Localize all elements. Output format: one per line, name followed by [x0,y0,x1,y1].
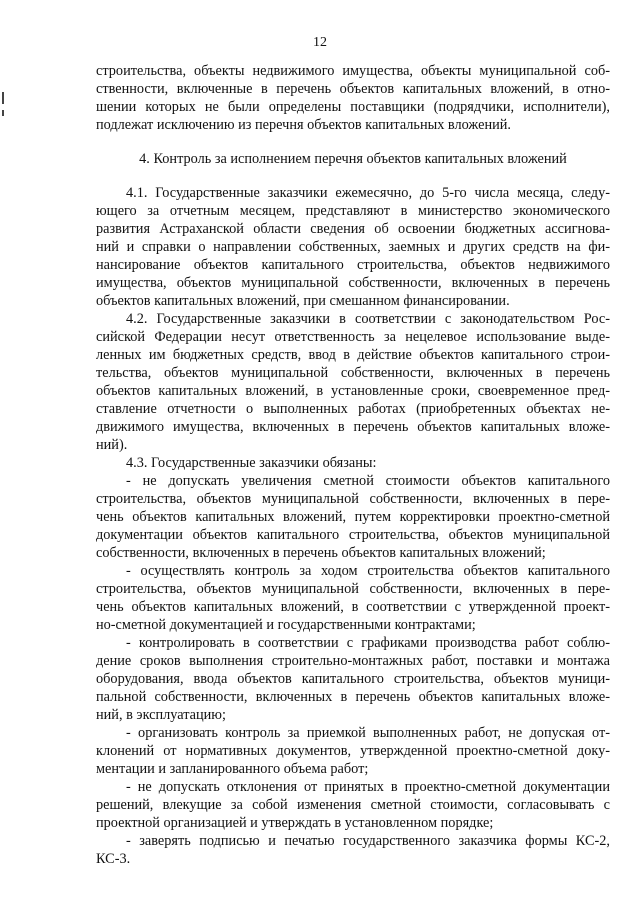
text-line: строительства, объектов муниципальной собственности, включенных в пере- [96,581,610,597]
text-line: 4.2. Государственные заказчики в соответствии с законодательством Рос- [126,311,610,327]
text-line: оборудования, ввода объектов капитального строительства, объектов муници- [96,671,610,687]
text-line: чень объектов капитальных вложений, в соответствии с утвержденной проект- [96,599,610,615]
text-line: решений, влекущие за собой изменения сметной стоимости, согласовывать с [96,797,610,813]
text-line: ний). [96,437,128,453]
scan-margin-mark [2,92,4,104]
text-line: - заверять подписью и печатью государственного заказчика формы КС-2, [126,833,610,849]
text-line: ментации и запланированного объема работ; [96,761,369,777]
text-line: ющего за отчетным месяцем, представляют в министерство экономического [96,203,610,219]
text-line: чень объектов капитальных вложений, путем корректировки проектно-сметной [96,509,610,525]
text-line: имущества, объектов муниципальной собственности, включенных в перечень [96,275,610,291]
text-line: - осуществлять контроль за ходом строительства объектов капитального [126,563,610,579]
text-line: клонений от нормативных документов, утвержденной проектно-сметной доку- [96,743,610,759]
text-line: нансирование объектов капитального строительства, объектов недвижимого [96,257,610,273]
text-line: шении которых не были определены поставщики (подрядчики, исполнители), [96,99,610,115]
text-line: - организовать контроль за приемкой выполненных работ, не допуская от- [126,725,610,741]
text-line: КС-3. [96,851,131,867]
text-line: собственности, включенных в перечень объектов капитальных вложений; [96,545,546,561]
text-line: ставление отчетности о выполненных работах (приобретенных объектах не- [96,401,610,417]
text-line: строительства, объекты недвижимого имущества, объекты муниципальной соб- [96,63,610,79]
text-line: проектной организацией и утверждать в установленном порядке; [96,815,494,831]
page-number: 12 [313,35,327,50]
text-line: - не допускать увеличения сметной стоимости объектов капитального [126,473,610,489]
text-line: тельства, объектов муниципальной собственности, включенных в перечень [96,365,610,381]
text-line: 4.1. Государственные заказчики ежемесячно, до 5-го числа месяца, следу- [126,185,610,201]
text-line: ленных им бюджетных средств, ввод в действие объектов капитального строи- [96,347,610,363]
text-line: - не допускать отклонения от принятых в проектно-сметной документации [126,779,610,795]
text-line: подлежат исключению из перечня объектов капитальных вложений. [96,117,511,133]
text-line: но-сметной документацией и государственными контрактами; [96,617,476,633]
text-line: строительства, объектов муниципальной собственности, включенных в пере- [96,491,610,507]
text-line: объектов капитальных вложений, в установленные сроки, своевременное пред- [96,383,610,399]
text-line: документации объектов капитального строительства, объектов муниципальной [96,527,610,543]
section-heading: 4. Контроль за исполнением перечня объектов капитальных вложений [139,151,567,167]
text-line: движимого имущества, включенных в перечень объектов капитальных вложе- [96,419,610,435]
text-line: развития Астраханской области сведения об освоении бюджетных ассигнова- [96,221,610,237]
text-line: ственности, включенные в перечень объектов капитальных вложений, в отно- [96,81,610,97]
text-line: ний и справки о направлении собственных, заемных и других средств на фи- [96,239,610,255]
text-line: пальной собственности, включенных в перечень объектов капитальных вложе- [96,689,610,705]
text-line: дение сроков выполнения строительно-монтажных работ, поставки и монтажа [96,653,610,669]
text-line: - контролировать в соответствии с графиками производства работ соблю- [126,635,610,651]
text-line: ний, в эксплуатацию; [96,707,226,723]
scan-margin-mark [2,110,4,116]
text-line: 4.3. Государственные заказчики обязаны: [126,455,377,471]
text-line: объектов капитальных вложений, при смешанном финансировании. [96,293,510,309]
text-line: сийской Федерации несут ответственность за нецелевое использование выде- [96,329,610,345]
